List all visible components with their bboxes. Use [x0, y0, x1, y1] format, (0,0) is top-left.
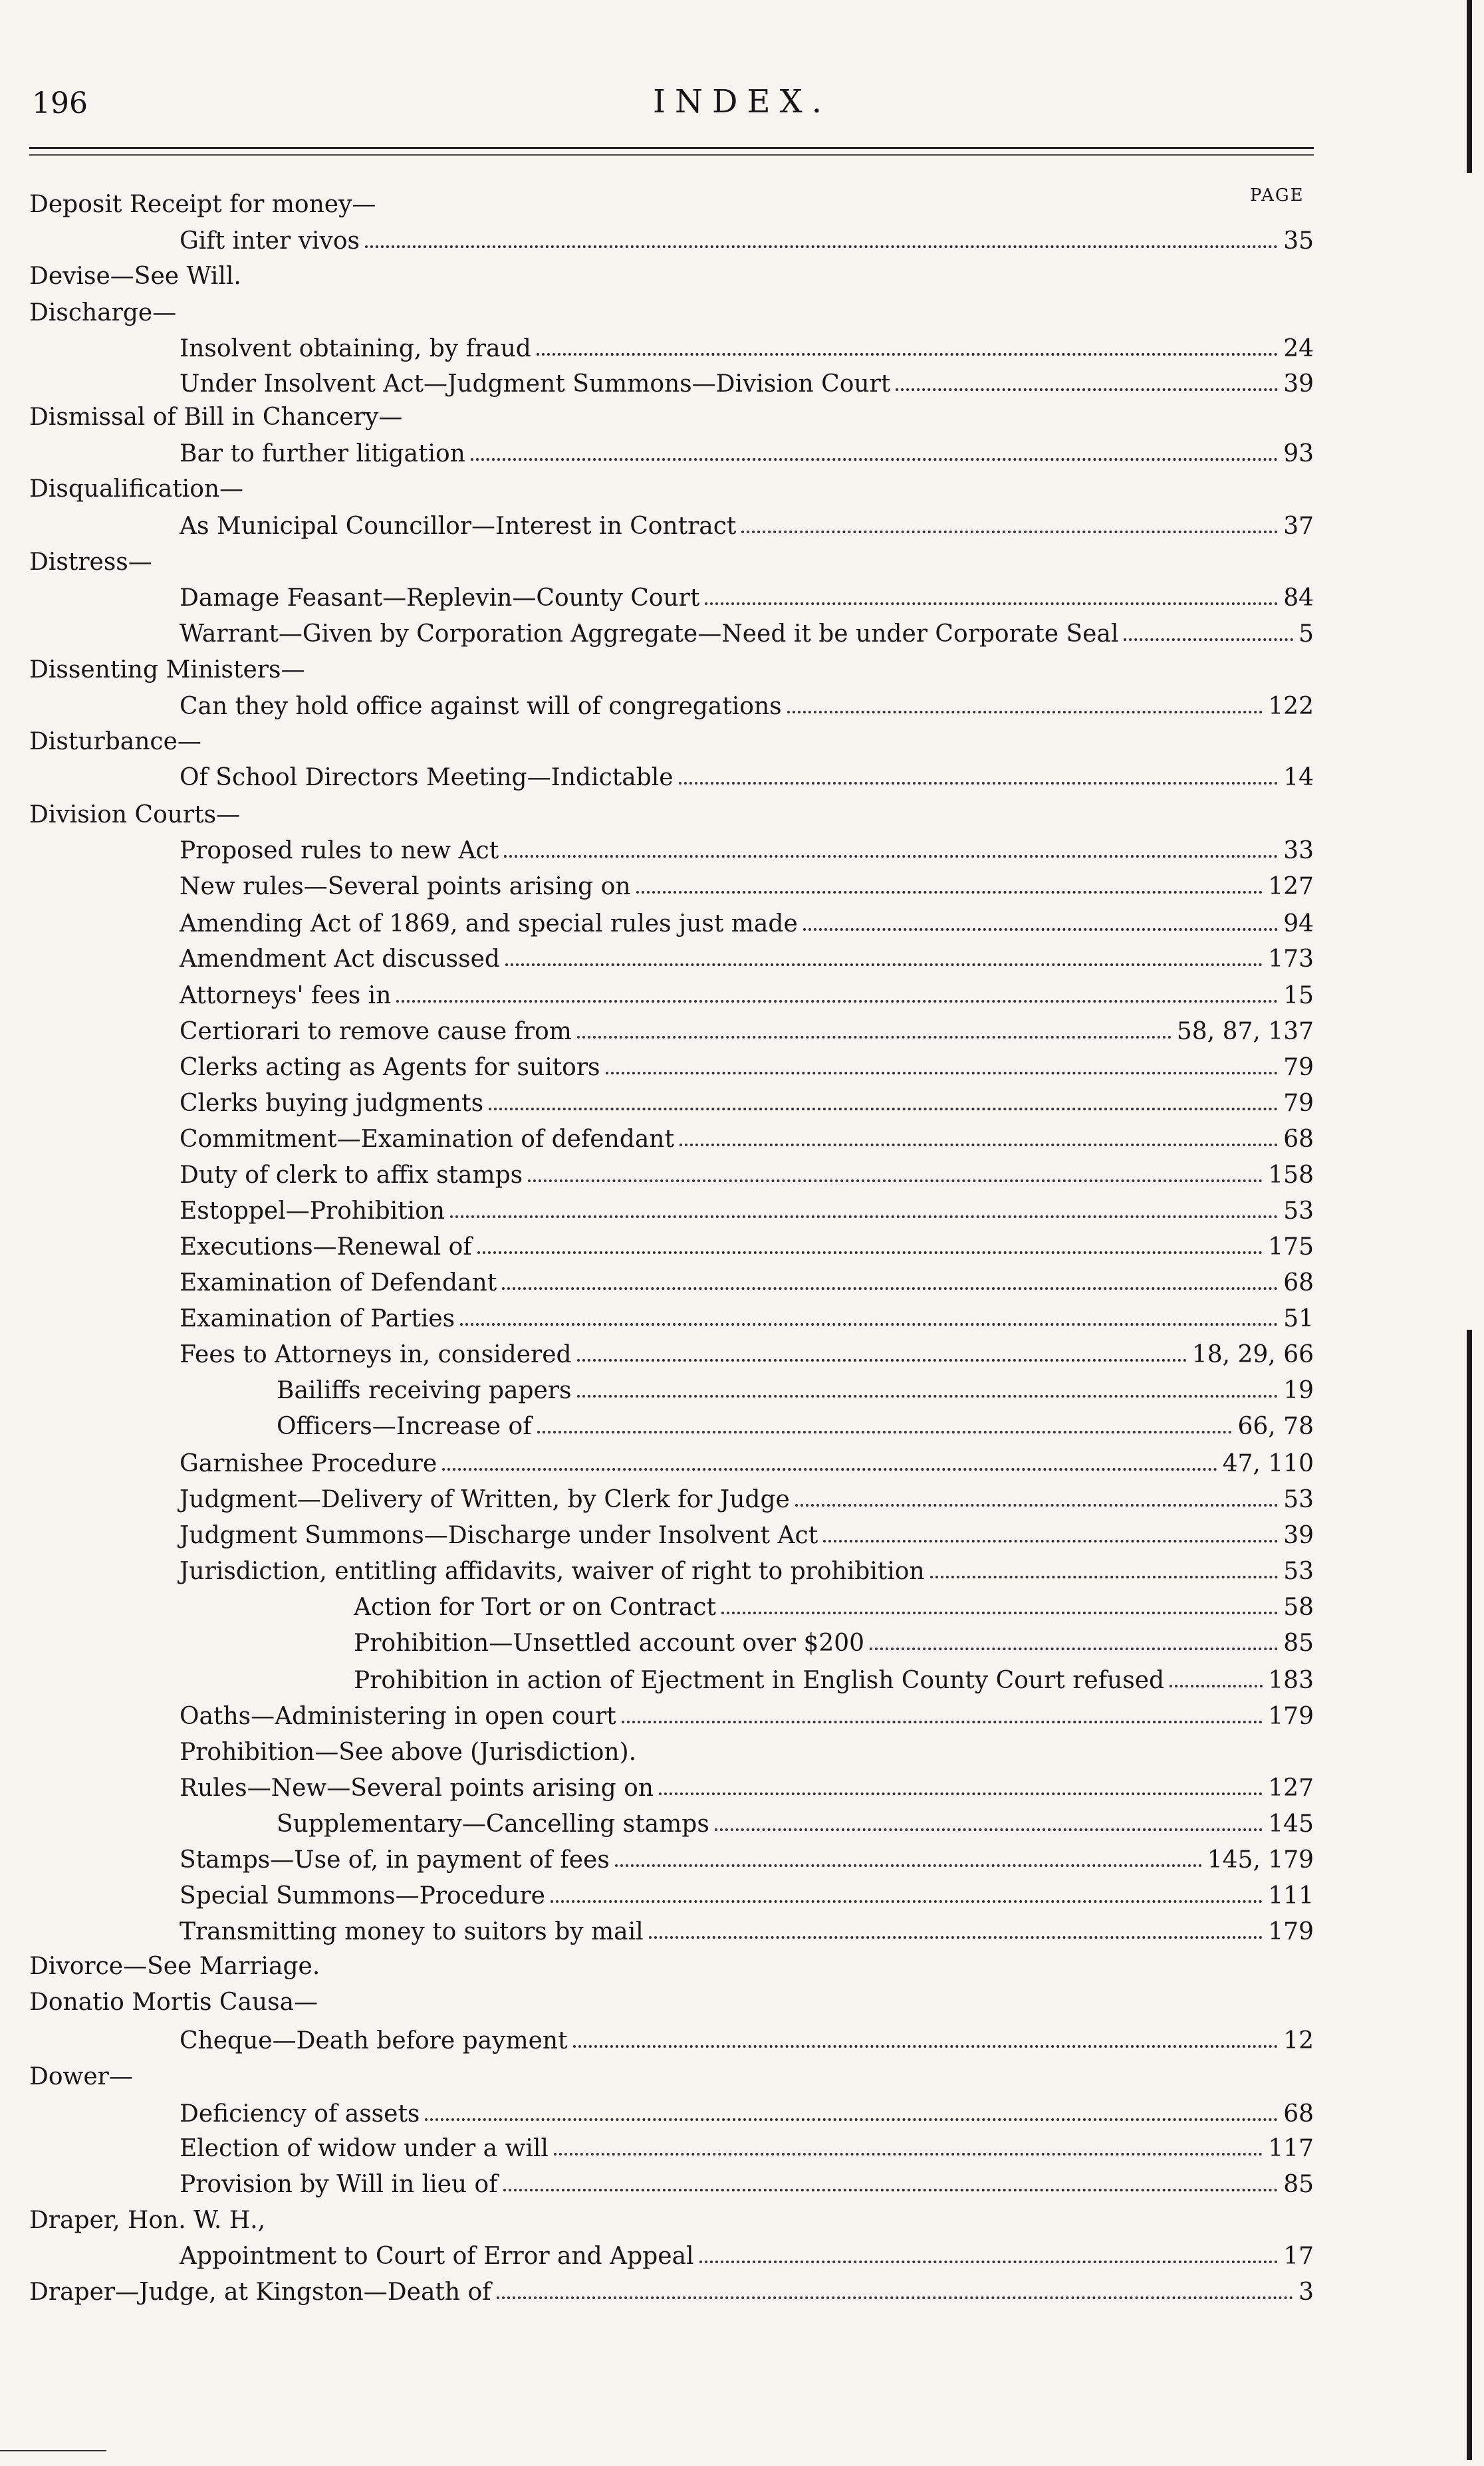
index-entry — [29, 1656, 1314, 1693]
index-entry — [29, 899, 1314, 936]
page-reference: 15 — [1283, 982, 1314, 1009]
index-entry — [29, 1043, 1314, 1080]
index-heading — [29, 288, 1314, 325]
page-reference: 47, 110 — [1222, 1450, 1314, 1477]
entry-text: Of School Directors Meeting—Indictable — [180, 764, 674, 791]
dot-leader — [528, 1179, 1263, 1182]
dot-leader — [537, 1431, 1233, 1433]
index-entry — [29, 1546, 1314, 1584]
page-reference: 183 — [1268, 1667, 1314, 1694]
index-entry — [29, 1186, 1314, 1223]
page-reference: 18, 29, 66 — [1191, 1341, 1314, 1368]
entry-text: Prohibition—Unsettled account over $200 — [354, 1630, 865, 1657]
page-reference: 37 — [1283, 513, 1314, 540]
page-reference: 127 — [1268, 1775, 1314, 1802]
entry-text: Oaths—Administering in open court — [180, 1703, 616, 1730]
dot-leader — [679, 782, 1279, 785]
page-reference: 19 — [1283, 1377, 1314, 1404]
page-reference: 12 — [1283, 2027, 1314, 2054]
dot-leader — [649, 1936, 1263, 1939]
page-reference: 85 — [1283, 1630, 1314, 1657]
index-entry — [29, 324, 1314, 361]
page-reference: 66, 78 — [1237, 1413, 1314, 1440]
entry-text: Disturbance— — [29, 728, 201, 755]
entry-text: Stamps—Use of, in payment of fees — [180, 1846, 610, 1874]
index-heading — [29, 2195, 1314, 2233]
entry-text: Divorce—See Marriage. — [29, 1953, 320, 1980]
entry-text: As Municipal Councillor—Interest in Contract — [180, 513, 737, 540]
header-rule-thick — [29, 147, 1314, 149]
entry-text: Garnishee Procedure — [180, 1450, 437, 1477]
index-entry — [29, 1871, 1314, 1908]
index-entry — [29, 1439, 1314, 1476]
dot-leader — [554, 2153, 1263, 2156]
entry-text: Draper—Judge, at Kingston—Death of — [29, 2279, 491, 2306]
entry-text: Commitment—Examination of defendant — [180, 1126, 674, 1153]
entry-text: Prohibition—See above (Jurisdiction). — [180, 1739, 637, 1766]
entry-text: Appointment to Court of Error and Appeal — [180, 2243, 694, 2270]
index-heading — [29, 537, 1314, 574]
page-reference: 79 — [1283, 1054, 1314, 1081]
entry-text: Officers—Increase of — [277, 1413, 532, 1440]
index-entry — [29, 1691, 1314, 1729]
index-heading — [29, 1941, 1314, 1979]
entry-text: Clerks buying judgments — [180, 1090, 484, 1117]
dot-leader — [577, 1036, 1172, 1039]
index-entry — [29, 1402, 1314, 1439]
index-heading — [29, 2052, 1314, 2089]
index-entry — [29, 2267, 1314, 2304]
index-heading — [29, 645, 1314, 682]
entry-text: Fees to Attorneys in, considered — [180, 1341, 572, 1368]
page-reference: 94 — [1283, 910, 1314, 937]
dot-leader — [504, 855, 1278, 858]
dot-leader — [573, 2045, 1279, 2048]
dot-leader — [787, 711, 1263, 713]
entry-text: Warrant—Given by Corporation Aggregate—Need it be under Corporate Seal — [180, 620, 1119, 648]
dot-leader — [551, 1900, 1263, 1903]
dot-leader — [870, 1648, 1278, 1650]
entry-text: New rules—Several points arising on — [180, 873, 631, 900]
page-column-heading: PAGE — [1250, 185, 1304, 205]
dot-leader — [497, 2296, 1294, 2299]
page-reference: 58 — [1283, 1594, 1314, 1621]
index-entry — [29, 1007, 1314, 1044]
page-reference: 53 — [1283, 1558, 1314, 1585]
page-reference: 5 — [1298, 620, 1314, 648]
index-heading — [29, 392, 1314, 430]
page-reference: 35 — [1283, 227, 1314, 255]
dot-leader — [680, 1144, 1278, 1146]
entry-text: Under Insolvent Act—Judgment Summons—Division Court — [180, 370, 891, 398]
entry-text: Judgment—Delivery of Written, by Clerk for Judge — [180, 1486, 790, 1513]
entry-text: Deficiency of assets — [180, 2100, 420, 2128]
page-reference: 173 — [1268, 945, 1314, 973]
dot-leader — [795, 1504, 1278, 1507]
index-heading — [29, 717, 1314, 754]
entry-text: Jurisdiction, entitling affidavits, waiver of right to prohibition — [180, 1558, 925, 1585]
page-reference: 117 — [1268, 2135, 1314, 2162]
index-entry — [29, 826, 1314, 863]
page-reference: 24 — [1283, 335, 1314, 362]
page-reference: 175 — [1268, 1233, 1314, 1261]
page-reference: 39 — [1283, 370, 1314, 398]
index-entry — [29, 2159, 1314, 2197]
page-reference: 111 — [1268, 1882, 1314, 1910]
entry-text: Dissenting Ministers— — [29, 656, 305, 683]
header-rule-thin — [29, 154, 1314, 156]
entry-text: Prohibition in action of Ejectment in English County Court refused — [354, 1667, 1165, 1694]
index-entry — [29, 1907, 1314, 1944]
entry-text: Division Courts— — [29, 801, 241, 828]
dot-leader — [721, 1612, 1278, 1614]
entry-text: Discharge— — [29, 299, 177, 326]
index-entry — [29, 971, 1314, 1008]
page-reference: 17 — [1283, 2243, 1314, 2270]
index-entry — [29, 609, 1314, 646]
index-entry — [29, 2089, 1314, 2126]
dot-leader — [365, 245, 1278, 248]
dot-leader — [896, 388, 1278, 391]
dot-leader — [823, 1540, 1278, 1542]
index-entry — [29, 573, 1314, 610]
index-entry — [29, 1763, 1314, 1800]
page-reference: 53 — [1283, 1486, 1314, 1513]
dot-leader — [741, 531, 1278, 533]
page-reference: 33 — [1283, 837, 1314, 864]
index-entry — [29, 1582, 1314, 1620]
page-reference: 3 — [1298, 2279, 1314, 2306]
index-entry — [29, 1366, 1314, 1403]
entry-text: Election of widow under a will — [180, 2135, 549, 2162]
entry-text: Rules—New—Several points arising on — [180, 1775, 654, 1802]
page-reference: 68 — [1283, 1269, 1314, 1296]
dot-leader — [471, 458, 1278, 461]
index-entry — [29, 934, 1314, 971]
dot-leader — [659, 1792, 1263, 1795]
page-reference: 58, 87, 137 — [1176, 1018, 1314, 1045]
index-entry — [29, 2016, 1314, 2053]
index-entry — [29, 1150, 1314, 1187]
entry-text: Supplementary—Cancelling stamps — [277, 1810, 709, 1838]
entry-text: Certiorari to remove cause from — [180, 1018, 572, 1045]
entry-text: Dower— — [29, 2063, 133, 2090]
dot-leader — [1124, 638, 1293, 641]
index-entry — [29, 216, 1314, 253]
entry-text: Insolvent obtaining, by fraud — [180, 335, 531, 362]
entry-text: Provision by Will in lieu of — [180, 2171, 498, 2198]
entry-text: Clerks acting as Agents for suitors — [180, 1054, 600, 1081]
index-heading — [29, 790, 1314, 827]
page-reference: 122 — [1268, 693, 1314, 720]
entry-text: Examination of Defendant — [180, 1269, 497, 1296]
dot-leader — [803, 928, 1278, 931]
dot-leader — [396, 1000, 1278, 1003]
entry-text: Disqualification— — [29, 475, 244, 503]
entry-text: Proposed rules to new Act — [180, 837, 499, 864]
index-entry — [29, 862, 1314, 899]
dot-leader — [699, 2261, 1279, 2263]
index-heading — [29, 180, 1314, 217]
dot-leader — [477, 1251, 1263, 1254]
index-entry — [29, 501, 1314, 539]
entry-text: Examination of Parties — [180, 1305, 455, 1332]
dot-leader — [450, 1215, 1278, 1218]
index-entry — [29, 1511, 1314, 1548]
entry-text: Can they hold office against will of congregations — [180, 693, 782, 720]
dot-leader — [537, 353, 1278, 356]
index-entry — [29, 1618, 1314, 1656]
page-reference: 68 — [1283, 2100, 1314, 2128]
entry-text: Amending Act of 1869, and special rules just made — [180, 910, 798, 937]
dot-leader — [606, 1072, 1279, 1074]
page-reference: 51 — [1283, 1305, 1314, 1332]
index-entry — [29, 2124, 1314, 2161]
index-entry — [29, 1799, 1314, 1836]
entry-text: Executions—Renewal of — [180, 1233, 472, 1261]
page-reference: 68 — [1283, 1126, 1314, 1153]
entry-text: Transmitting money to suitors by mail — [180, 1918, 644, 1945]
index-entry — [29, 1078, 1314, 1116]
index-entry — [29, 753, 1314, 790]
dot-leader — [577, 1359, 1187, 1362]
entry-text: Estoppel—Prohibition — [180, 1197, 445, 1225]
index-entry — [29, 1475, 1314, 1512]
dot-leader — [715, 1828, 1263, 1831]
entry-text: Duty of clerk to affix stamps — [180, 1162, 523, 1189]
page-reference: 145 — [1268, 1810, 1314, 1838]
dot-leader — [425, 2118, 1278, 2121]
page-edge-shadow — [1467, 0, 1472, 173]
dot-leader — [505, 963, 1263, 966]
page-reference: 158 — [1268, 1162, 1314, 1189]
dot-leader — [460, 1323, 1278, 1326]
entry-text: Gift inter vivos — [180, 227, 360, 255]
index-heading — [29, 464, 1314, 501]
page-reference: 84 — [1283, 584, 1314, 612]
entry-text: Draper, Hon. W. H., — [29, 2207, 266, 2234]
index-entry — [29, 2231, 1314, 2269]
entry-text: Bar to further litigation — [180, 440, 465, 467]
entry-text: Action for Tort or on Contract — [354, 1594, 716, 1621]
page-reference: 93 — [1283, 440, 1314, 467]
page-reference: 145, 179 — [1207, 1846, 1314, 1874]
entry-text: Damage Feasant—Replevin—County Court — [180, 584, 700, 612]
index-heading — [29, 1727, 1314, 1765]
page-title: INDEX. — [653, 83, 831, 120]
index-heading — [29, 1977, 1314, 2015]
index-entry — [29, 1258, 1314, 1295]
dot-leader — [622, 1721, 1263, 1723]
page-reference: 53 — [1283, 1197, 1314, 1225]
footer-rule — [0, 2450, 106, 2451]
entry-text: Deposit Receipt for money— — [29, 191, 376, 218]
page-reference: 85 — [1283, 2171, 1314, 2198]
index-entry — [29, 1114, 1314, 1152]
index-entry — [29, 1330, 1314, 1367]
entry-text: Donatio Mortis Causa— — [29, 1989, 318, 2016]
entry-text: Dismissal of Bill in Chancery— — [29, 404, 403, 431]
dot-leader — [489, 1108, 1278, 1110]
dot-leader — [1170, 1685, 1263, 1687]
index-heading — [29, 251, 1314, 289]
index-entry — [29, 429, 1314, 466]
page-reference: 179 — [1268, 1703, 1314, 1730]
page-reference: 14 — [1283, 764, 1314, 791]
page-reference: 127 — [1268, 873, 1314, 900]
page-reference: 39 — [1283, 1522, 1314, 1549]
entry-text: Bailiffs receiving papers — [277, 1377, 572, 1404]
entry-text: Amendment Act discussed — [180, 945, 500, 973]
dot-leader — [636, 891, 1263, 894]
dot-leader — [503, 2189, 1279, 2191]
entry-text: Special Summons—Procedure — [180, 1882, 545, 1910]
page-number: 196 — [32, 86, 88, 120]
page-reference: 79 — [1283, 1090, 1314, 1117]
entry-text: Distress— — [29, 549, 152, 576]
entry-text: Judgment Summons—Discharge under Insolvent Act — [180, 1522, 818, 1549]
entry-text: Cheque—Death before payment — [180, 2027, 568, 2054]
page-edge-shadow — [1467, 1330, 1472, 2460]
index-entry — [29, 1294, 1314, 1331]
page-reference: 179 — [1268, 1918, 1314, 1945]
entry-text: Devise—See Will. — [29, 263, 241, 290]
dot-leader — [930, 1576, 1279, 1578]
dot-leader — [577, 1395, 1279, 1398]
dot-leader — [615, 1864, 1202, 1867]
entry-text: Attorneys' fees in — [180, 982, 392, 1009]
index-entry — [29, 359, 1314, 396]
dot-leader — [502, 1287, 1278, 1290]
dot-leader — [705, 602, 1278, 605]
index-entry — [29, 1222, 1314, 1259]
index-entry — [29, 1835, 1314, 1872]
dot-leader — [442, 1468, 1217, 1471]
index-entry — [29, 681, 1314, 719]
